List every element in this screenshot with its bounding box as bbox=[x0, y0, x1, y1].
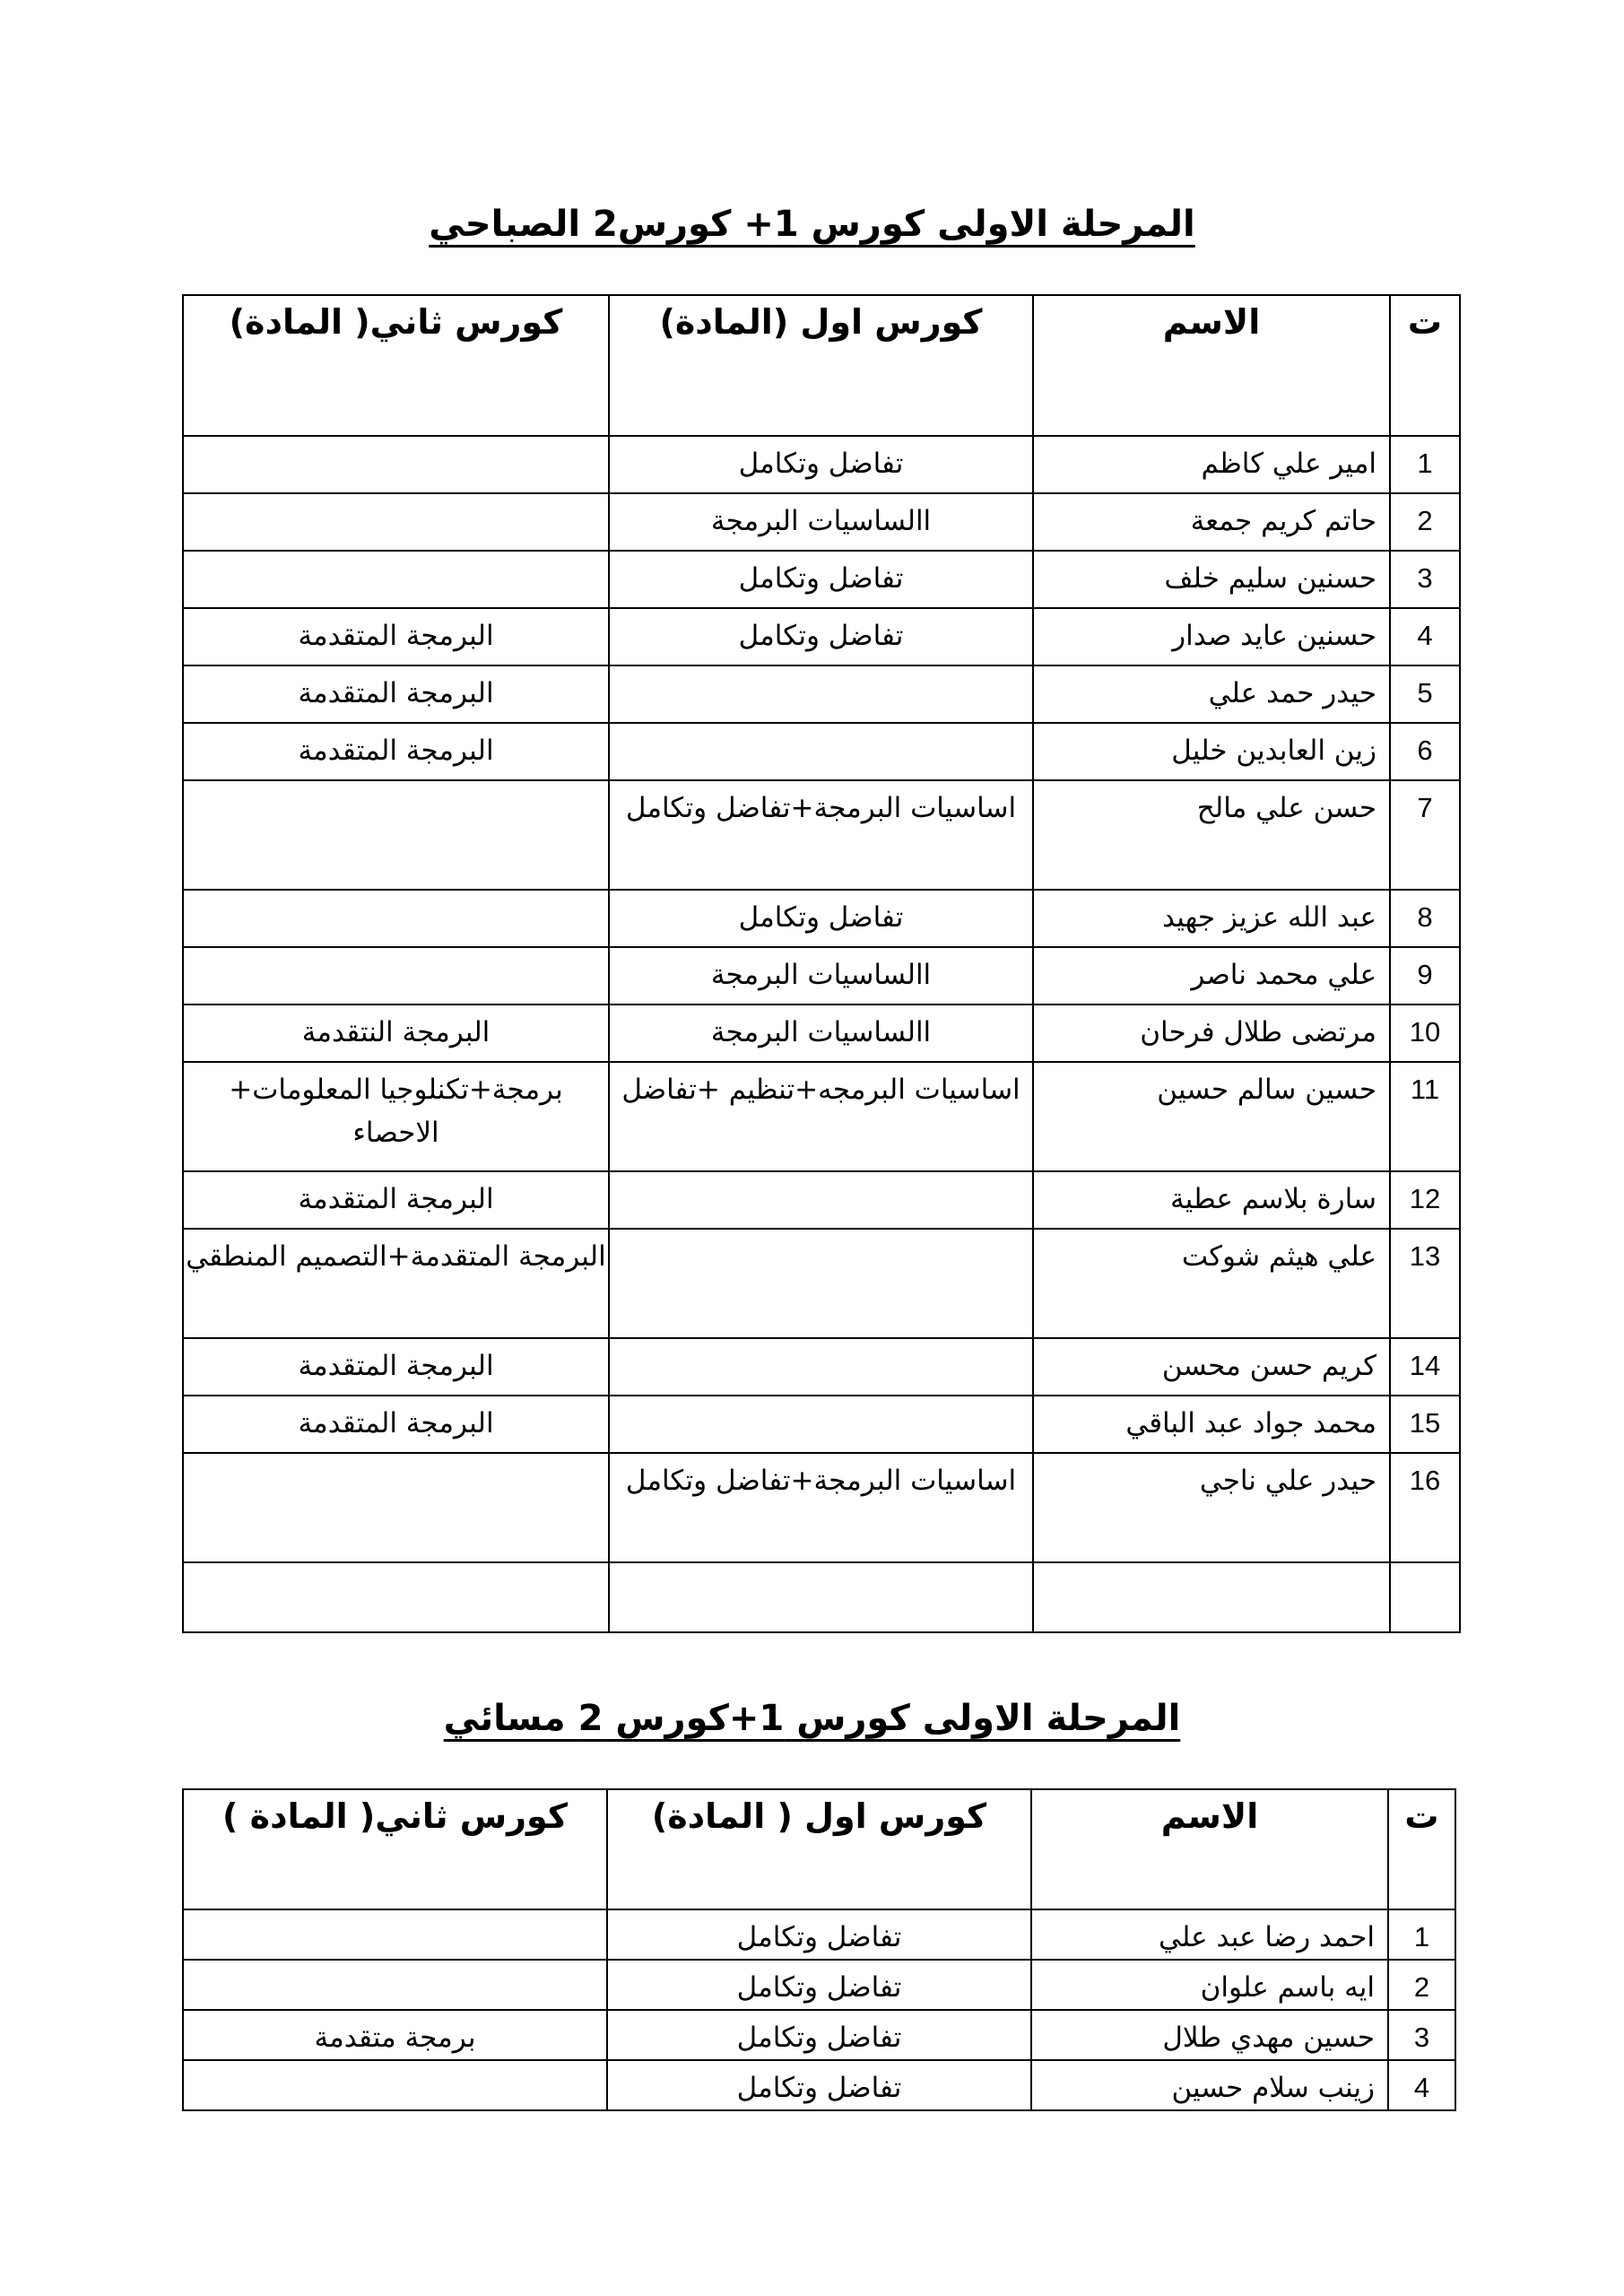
row-number: 14 bbox=[1390, 1338, 1460, 1396]
row-number: 15 bbox=[1390, 1396, 1460, 1453]
table-row bbox=[183, 890, 1460, 947]
row-number: 1 bbox=[1388, 1909, 1455, 1960]
course1-subject: االساسيات البرمجة bbox=[609, 947, 1033, 1004]
student-name: علي هيثم شوكت bbox=[1033, 1229, 1390, 1338]
course1-subject bbox=[609, 723, 1033, 780]
course1-subject: تفاضل وتكامل bbox=[607, 2060, 1031, 2110]
course1-subject: تفاضل وتكامل bbox=[607, 2010, 1031, 2060]
table-row bbox=[183, 551, 1460, 608]
course2-subject: البرمجة المتقدمة bbox=[183, 1171, 609, 1229]
student-name: حيدر حمد علي bbox=[1033, 665, 1390, 723]
table-header-row bbox=[183, 1789, 1455, 1909]
course1-subject: االساسيات البرمجة bbox=[609, 493, 1033, 551]
course1-subject bbox=[609, 665, 1033, 723]
row-number: 3 bbox=[1390, 551, 1460, 608]
course2-subject: البرمجة المتقدمة bbox=[183, 665, 609, 723]
student-name: ايه باسم علوان bbox=[1031, 1960, 1388, 2010]
table-row bbox=[183, 1338, 1460, 1396]
course2-subject bbox=[183, 1909, 607, 1960]
section2-title: المرحلة الاولى كورس 1+كورس 2 مسائي bbox=[443, 1698, 1181, 1739]
course1-subject: تفاضل وتكامل bbox=[609, 608, 1033, 665]
row-number: 9 bbox=[1390, 947, 1460, 1004]
table-row bbox=[183, 1396, 1460, 1453]
morning-table bbox=[182, 294, 1461, 1633]
student-name: احمد رضا عبد علي bbox=[1031, 1909, 1388, 1960]
table-row bbox=[183, 2060, 1455, 2110]
course2-subject bbox=[183, 1960, 607, 2010]
table-row bbox=[183, 780, 1460, 890]
table-row bbox=[183, 1004, 1460, 1062]
row-number: 2 bbox=[1390, 493, 1460, 551]
student-name: حيدر علي ناجي bbox=[1033, 1453, 1390, 1562]
course2-subject bbox=[183, 890, 609, 947]
table-row bbox=[183, 1453, 1460, 1562]
course1-subject: اساسيات البرمجه+تنظيم +تفاضل bbox=[609, 1062, 1033, 1171]
table-row bbox=[183, 1062, 1460, 1171]
row-number: 4 bbox=[1388, 2060, 1455, 2110]
header-course1: كورس اول (المادة) bbox=[609, 295, 1033, 436]
row-number: 5 bbox=[1390, 665, 1460, 723]
course2-subject bbox=[183, 1562, 609, 1632]
table-row bbox=[183, 723, 1460, 780]
table-row bbox=[183, 436, 1460, 493]
course2-subject: البرمجة المتقدمة bbox=[183, 1338, 609, 1396]
course1-subject bbox=[609, 1338, 1033, 1396]
course1-subject: تفاضل وتكامل bbox=[609, 436, 1033, 493]
table-row bbox=[183, 1229, 1460, 1338]
course1-subject bbox=[609, 1396, 1033, 1453]
student-name: حاتم كريم جمعة bbox=[1033, 493, 1390, 551]
course1-subject bbox=[609, 1171, 1033, 1229]
course2-subject: برمجة متقدمة bbox=[183, 2010, 607, 2060]
student-name: حسن علي مالح bbox=[1033, 780, 1390, 890]
student-name: زين العابدين خليل bbox=[1033, 723, 1390, 780]
student-name: مرتضى طلال فرحان bbox=[1033, 1004, 1390, 1062]
course2-subject bbox=[183, 493, 609, 551]
row-number: 4 bbox=[1390, 608, 1460, 665]
table-row bbox=[183, 665, 1460, 723]
header-course2: كورس ثاني( المادة ) bbox=[183, 1789, 607, 1909]
row-number: 11 bbox=[1390, 1062, 1460, 1171]
course1-subject: تفاضل وتكامل bbox=[607, 1909, 1031, 1960]
course2-subject: البرمجة المتقدمة+التصميم المنطقي bbox=[183, 1229, 609, 1338]
row-number: 12 bbox=[1390, 1171, 1460, 1229]
course2-subject bbox=[183, 780, 609, 890]
student-name: عبد الله عزيز جهيد bbox=[1033, 890, 1390, 947]
row-number: 7 bbox=[1390, 780, 1460, 890]
table-row bbox=[183, 1909, 1455, 1960]
student-name: علي محمد ناصر bbox=[1033, 947, 1390, 1004]
table-header-row bbox=[183, 295, 1460, 436]
row-number: 1 bbox=[1390, 436, 1460, 493]
course2-subject bbox=[183, 947, 609, 1004]
course2-subject bbox=[183, 2060, 607, 2110]
row-number: 16 bbox=[1390, 1453, 1460, 1562]
table-row bbox=[183, 947, 1460, 1004]
course1-subject bbox=[609, 1229, 1033, 1338]
course2-subject bbox=[183, 1453, 609, 1562]
evening-table bbox=[182, 1788, 1456, 2111]
table-row bbox=[183, 1171, 1460, 1229]
student-name: حسنين عايد صدار bbox=[1033, 608, 1390, 665]
student-name: حسنين سليم خلف bbox=[1033, 551, 1390, 608]
course1-subject: االساسيات البرمجة bbox=[609, 1004, 1033, 1062]
table-row bbox=[183, 608, 1460, 665]
student-name: كريم حسن محسن bbox=[1033, 1338, 1390, 1396]
course1-subject: تفاضل وتكامل bbox=[609, 551, 1033, 608]
table-row bbox=[183, 1562, 1460, 1632]
header-course2: كورس ثاني( المادة) bbox=[183, 295, 609, 436]
student-name: حسين مهدي طلال bbox=[1031, 2010, 1388, 2060]
header-num: ت bbox=[1388, 1789, 1455, 1909]
student-name: محمد جواد عبد الباقي bbox=[1033, 1396, 1390, 1453]
course1-subject: تفاضل وتكامل bbox=[609, 890, 1033, 947]
row-number: 13 bbox=[1390, 1229, 1460, 1338]
course2-subject: برمجة+تكنلوجيا المعلومات+ الاحصاء bbox=[183, 1062, 609, 1171]
course1-subject: اساسيات البرمجة+تفاضل وتكامل bbox=[609, 780, 1033, 890]
section1-title: المرحلة الاولى كورس 1+ كورس2 الصباحي bbox=[429, 204, 1195, 245]
header-course1: كورس اول ( المادة) bbox=[607, 1789, 1031, 1909]
student-name: سارة بلاسم عطية bbox=[1033, 1171, 1390, 1229]
header-name: الاسم bbox=[1033, 295, 1390, 436]
course2-subject: البرمجة المتقدمة bbox=[183, 1396, 609, 1453]
course1-subject: تفاضل وتكامل bbox=[607, 1960, 1031, 2010]
student-name bbox=[1033, 1562, 1390, 1632]
student-name: زينب سلام حسين bbox=[1031, 2060, 1388, 2110]
table-row bbox=[183, 2010, 1455, 2060]
table-row bbox=[183, 1960, 1455, 2010]
row-number: 3 bbox=[1388, 2010, 1455, 2060]
course1-subject: اساسيات البرمجة+تفاضل وتكامل bbox=[609, 1453, 1033, 1562]
course1-subject bbox=[609, 1562, 1033, 1632]
student-name: حسين سالم حسين bbox=[1033, 1062, 1390, 1171]
row-number bbox=[1390, 1562, 1460, 1632]
course2-subject: البرمجة النتقدمة bbox=[183, 1004, 609, 1062]
row-number: 10 bbox=[1390, 1004, 1460, 1062]
row-number: 6 bbox=[1390, 723, 1460, 780]
row-number: 2 bbox=[1388, 1960, 1455, 2010]
header-name: الاسم bbox=[1031, 1789, 1388, 1909]
course2-subject: البرمجة المتقدمة bbox=[183, 723, 609, 780]
student-name: امير علي كاظم bbox=[1033, 436, 1390, 493]
table-row bbox=[183, 493, 1460, 551]
row-number: 8 bbox=[1390, 890, 1460, 947]
course2-subject bbox=[183, 436, 609, 493]
course2-subject: البرمجة المتقدمة bbox=[183, 608, 609, 665]
course2-subject bbox=[183, 551, 609, 608]
header-num: ت bbox=[1390, 295, 1460, 436]
